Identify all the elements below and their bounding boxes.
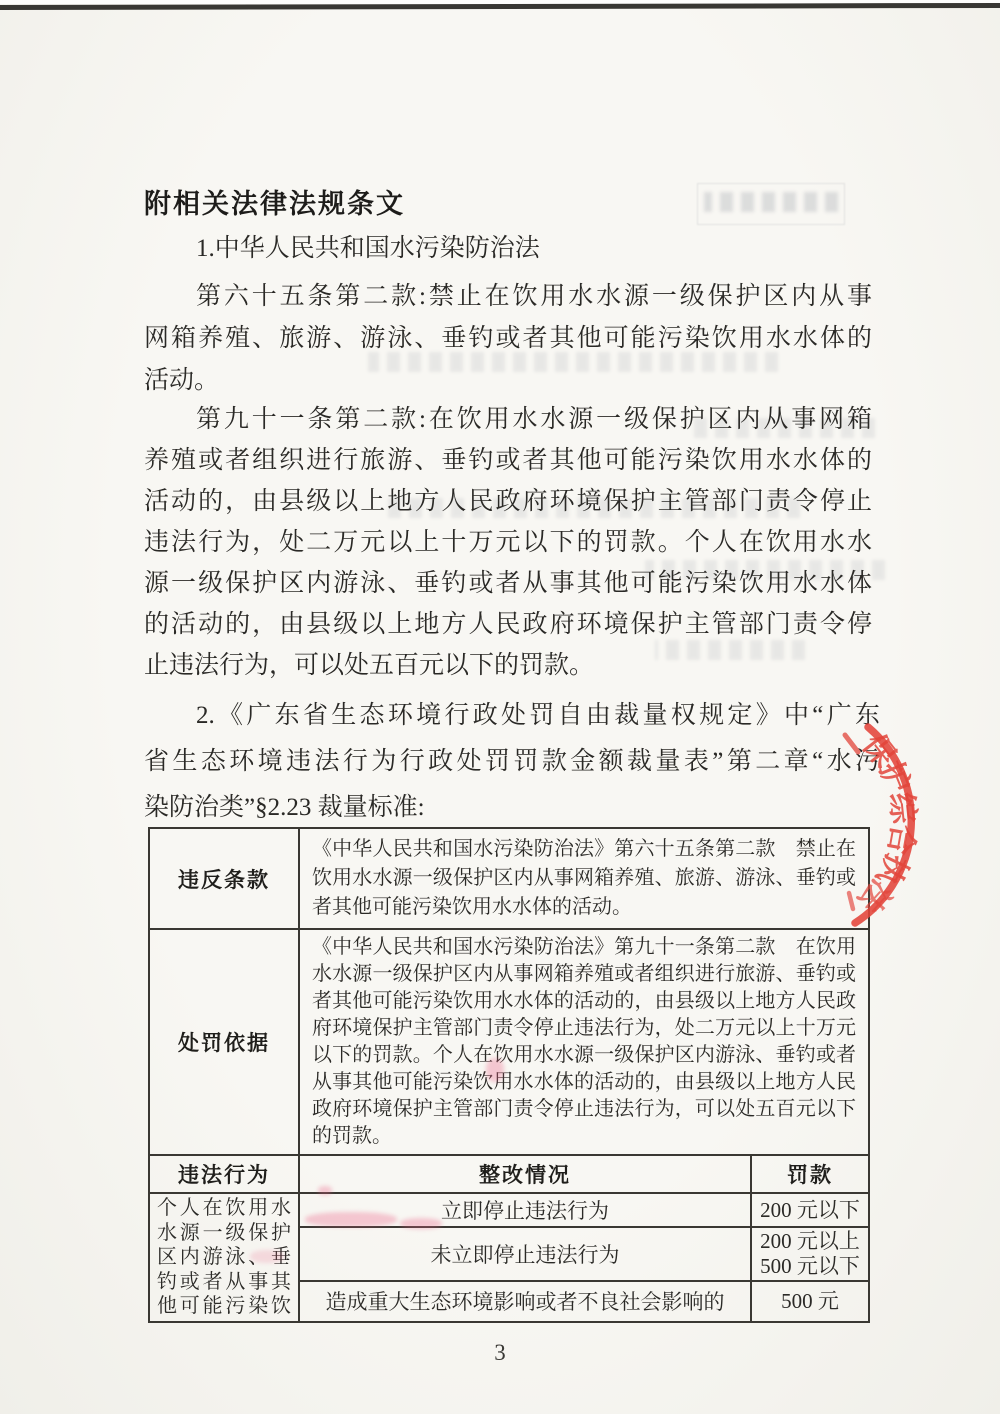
article-91-paragraph <box>144 399 872 686</box>
seal-char: 综 <box>883 790 922 826</box>
paragraph-line: 2.《广东省生态环境行政处罚自由裁量权规定》中“广东 <box>196 702 880 729</box>
basis-text-cell: 《中华人民共和国水污染防治法》第九十一条第二款 在饮用水水源一级保护区内从事网箱养殖或者组织进行旅游、垂钓或者其他可能污染饮用水水体的活动的，由县级以上地方人民政府环境保护主管部门责令停止违法行为，处二万元以上十万元以下的罚款。个人在饮用水水源一级保护区内游泳、垂钓或者从事其他可能污染饮用水水体的活动的，由县级以上地方人民政府环境保护主管部门责令停止违法行为，可以处五百元以下的罚款。 <box>299 929 869 1155</box>
penalty-standard-table <box>148 827 870 1323</box>
bleedthrough-box <box>697 183 845 225</box>
violation-label-cell: 违反条款 <box>149 828 299 929</box>
column-header-behavior: 违法行为 <box>149 1155 299 1193</box>
law-title <box>144 229 872 269</box>
article-65-paragraph <box>144 276 872 402</box>
scan-edge-band <box>0 3 1000 10</box>
violation-text-cell: 《中华人民共和国水污染防治法》第六十五条第二款 禁止在饮用水水源一级保护区内从事网箱养殖、旅游、游泳、垂钓或者其他可能污染饮用水水体的活动。 <box>299 828 869 929</box>
table-row-basis <box>149 929 869 1155</box>
seal-char: 法 <box>851 872 899 920</box>
rectification-cell: 立即停止违法行为 <box>299 1193 751 1227</box>
column-header-fine: 罚款 <box>751 1155 869 1193</box>
seal-char: 护 <box>872 756 917 798</box>
seal-char: 合 <box>881 821 922 859</box>
paragraph-line: 养殖或者组织进行旅游、垂钓或者其他可能污染饮用水水体的 <box>144 447 872 474</box>
paragraph-line: 第九十一条第二款:在饮用水水源一级保护区内从事网箱 <box>196 406 872 433</box>
table-row-case <box>149 1193 869 1227</box>
basis-label-cell: 处罚依据 <box>149 929 299 1155</box>
paragraph-line: 网箱养殖、旅游、游泳、垂钓或者其他可能污染饮用水水体的 <box>144 325 872 352</box>
rectification-cell: 造成重大生态环境影响或者不良社会影响的 <box>299 1281 751 1321</box>
fine-cell: 500 元 <box>751 1281 869 1321</box>
fine-cell <box>751 1227 869 1281</box>
paragraph-line: 违法行为，处二万元以上十万元以下的罚款。个人在饮用水水 <box>144 529 872 556</box>
pink-bleed-mark <box>305 1212 397 1227</box>
rectification-cell: 未立即停止违法行为 <box>299 1227 751 1281</box>
pink-bleed-mark <box>318 1186 332 1195</box>
table-row-violation <box>149 828 869 929</box>
pink-bleed-mark <box>486 1058 504 1082</box>
pink-bleed-mark <box>400 1218 442 1229</box>
page-title: 附相关法律法规条文 <box>144 189 405 219</box>
bleedthrough-smudge <box>704 192 838 212</box>
table-header-row <box>149 1155 869 1193</box>
paragraph-line: 活动的，由县级以上地方人民政府环境保护主管部门责令停止 <box>144 488 872 515</box>
paragraph-line: 源一级保护区内游泳、垂钓或者从事其他可能污染饮用水水体 <box>144 570 872 597</box>
paragraph-line: 染防治类”§2.23 裁量标准: <box>144 794 425 821</box>
paragraph-line: 的活动的，由县级以上地方人民政府环境保护主管部门责令停 <box>144 611 872 638</box>
fine-cell: 200 元以下 <box>751 1193 869 1227</box>
law-title-line: 1.中华人民共和国水污染防治法 <box>196 235 540 262</box>
page-number: 3 <box>494 1340 506 1365</box>
paragraph-line: 第六十五条第二款:禁止在饮用水水源一级保护区内从事 <box>196 283 872 310</box>
regulation-paragraph <box>144 693 880 831</box>
fine-line: 200 元以上 <box>760 1229 860 1254</box>
seal-char: 保 <box>855 727 903 774</box>
paragraph-line: 止违法行为，可以处五百元以下的罚款。 <box>144 652 595 679</box>
behavior-text-cell: 个人在饮用水水源一级保护区内游泳、垂钓或者从事其他可能污染饮 <box>149 1193 299 1322</box>
fine-line: 500 元以下 <box>760 1254 860 1279</box>
paragraph-line: 省生态环境违法行为行政处罚罚款金额裁量表”第二章“水污 <box>144 748 880 775</box>
column-header-rectification: 整改情况 <box>299 1155 751 1193</box>
paragraph-line: 活动。 <box>144 367 220 394</box>
seal-char: 执 <box>869 848 915 892</box>
pink-bleed-mark <box>250 1250 284 1263</box>
